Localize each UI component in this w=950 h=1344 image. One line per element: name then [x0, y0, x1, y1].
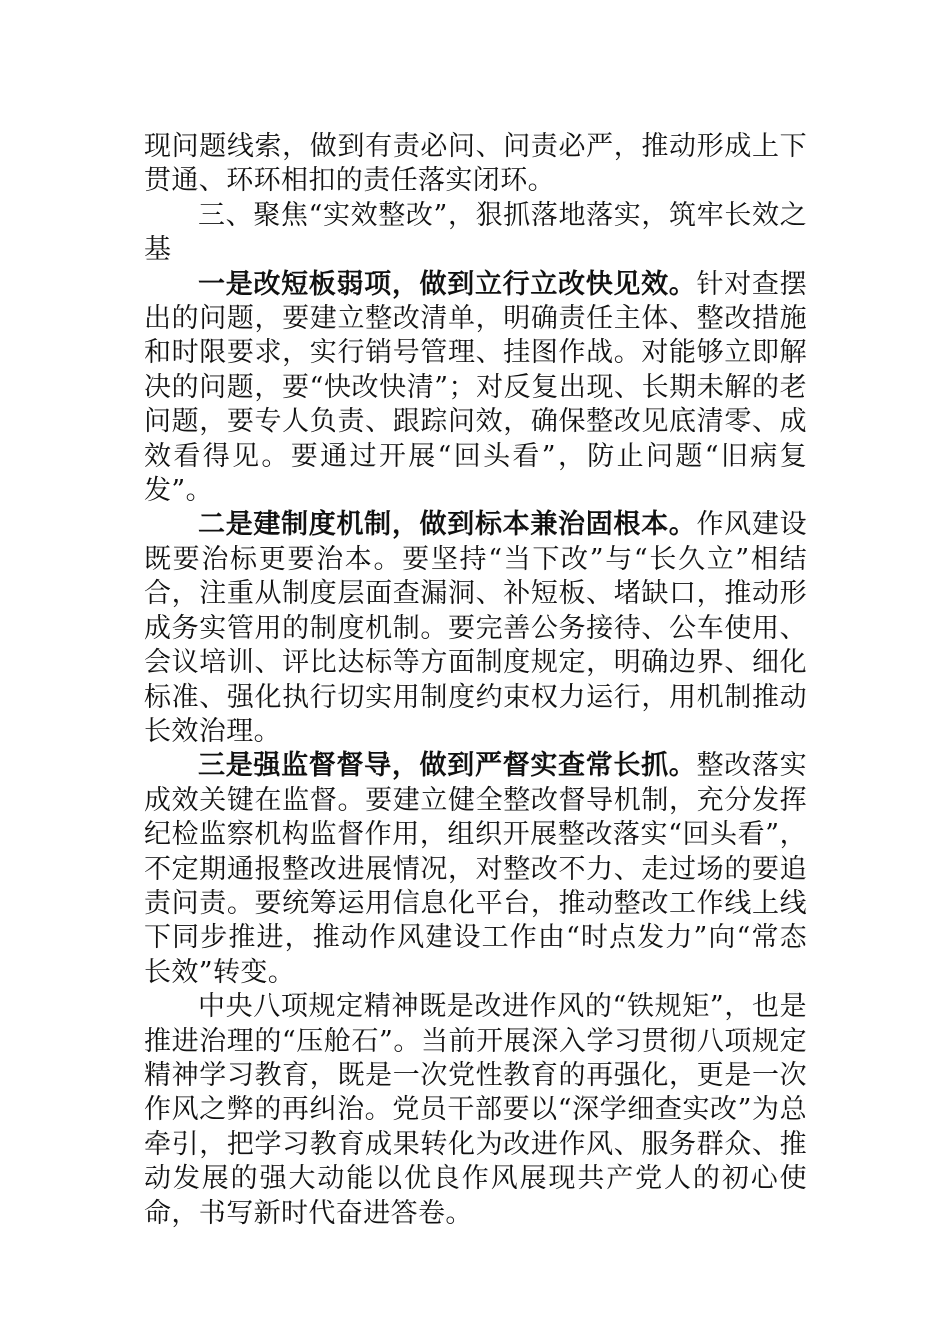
section-heading-3: 三、聚焦“实效整改”，狠抓落地落实，筑牢长效之基	[144, 199, 807, 266]
document-page	[144, 130, 807, 1231]
paragraph-conclusion: 中央八项规定精神既是改进作风的“铁规矩”，也是推进治理的“压舱石”。当前开展深入学习贯彻八项规定精神学习教育，既是一次党性教育的再强化，更是一次作风之弊的再纠治。党员干部要以“深学细查实改”为总牵引，把学习教育成果转化为改进作风、服务群众、推动发展的强大动能以优良作风展现共产党人的初心使命，书写新时代奋进答卷。	[144, 991, 807, 1229]
paragraph-item-3	[144, 749, 807, 990]
item-3-lead: 三是强监督督导，做到严督实查常长抓。	[198, 750, 697, 782]
paragraph-item-1	[144, 268, 807, 509]
paragraph-continuation: 现问题线索，做到有责必问、问责必严，推动形成上下贯通、环环相扣的责任落实闭环。	[144, 131, 807, 197]
item-2-body: 作风建设既要治标更要治本。要坚持“当下改”与“长久立”相结合，注重从制度层面查漏洞、补短板、堵缺口，推动形成务实管用的制度机制。要完善公务接待、公车使用、会议培训、评比达标等方面制度规定，明确边界、细化标准、强化执行切实用制度约束权力运行，用机制推动长效治理。	[144, 509, 807, 747]
item-3-body: 整改落实成效关键在监督。要建立健全整改督导机制，充分发挥纪检监察机构监督作用，组织开展整改落实“回头看”，不定期通报整改进展情况，对整改不力、走过场的要追责问责。要统筹运用信息化平台，推动整改工作线上线下同步推进，推动作风建设工作由“时点发力”向“常态长效”转变。	[144, 750, 807, 988]
paragraph-item-2	[144, 508, 807, 749]
item-1-lead: 一是改短板弱项，做到立行立改快见效。	[198, 268, 697, 300]
item-1-body: 针对查摆出的问题，要建立整改清单，明确责任主体、整改措施和时限要求，实行销号管理、挂图作战。对能够立即解决的问题，要“快改快清”；对反复出现、长期未解的老问题，要专人负责、跟踪问效，确保整改见底清零、成效看得见。要通过开展“回头看”，防止问题“旧病复发”。	[144, 268, 807, 507]
item-2-lead: 二是建制度机制，做到标本兼治固根本。	[198, 509, 697, 541]
